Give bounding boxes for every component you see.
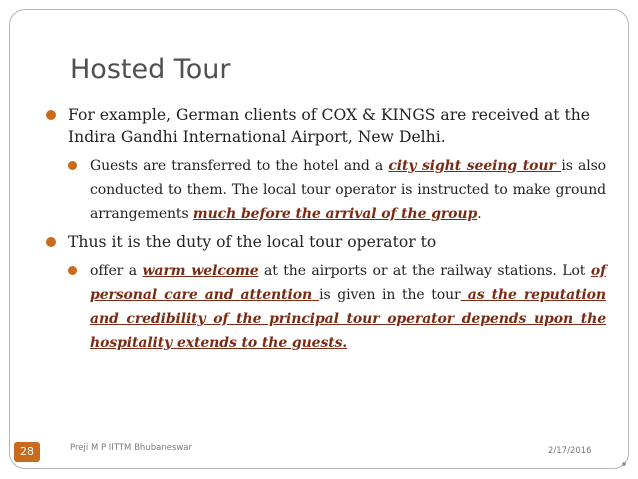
bullet-1-sub-text <box>90 158 606 222</box>
bullet-2-sub-text <box>90 263 606 351</box>
bullet-1 <box>44 104 606 148</box>
bullet-dot-icon <box>46 110 56 120</box>
bullet-2-sub-part3: is given in the tour <box>319 287 461 303</box>
emphasis-warm-welcome: warm welcome <box>142 263 259 279</box>
bullet-dot-icon <box>68 161 77 170</box>
emphasis-personal-care: of personal care and attention <box>90 263 606 303</box>
bullet-dot-icon <box>68 266 77 275</box>
slide-title: Hosted Tour <box>70 54 231 85</box>
slide-content <box>44 104 606 360</box>
bullet-2 <box>44 231 606 253</box>
emphasis-much-before-arrival: much before the arrival of the group <box>192 206 478 222</box>
bullet-1-sub <box>68 154 606 226</box>
footer-author: Preji M P IITTM Bhubaneswar <box>70 443 192 453</box>
emphasis-reputation: as the reputation and credibility of the principal tour operator depends upon the hospitality extends to the guests. <box>90 287 606 351</box>
corner-dot <box>622 462 626 466</box>
bullet-1-sub-part1: Guests are transferred to the hotel and a <box>90 158 389 174</box>
bullet-dot-icon <box>46 237 56 247</box>
bullet-2-sub-part1: offer a <box>90 263 143 279</box>
bullet-1-sub-part3: . <box>477 206 482 222</box>
bullet-2-text: Thus it is the duty of the local tour operator to <box>68 233 437 251</box>
footer-date: 2/17/2016 <box>548 446 592 456</box>
bullet-1-text: For example, German clients of COX & KINGS are received at the Indira Gandhi International Airport, New Delhi. <box>68 106 591 146</box>
bullet-2-sub-part2: at the airports or at the railway stations. Lot <box>258 263 591 279</box>
page-number-badge: 28 <box>14 442 40 462</box>
bullet-1-sub-part2: is also conducted to them. The local tour operator is instructed to make ground arrangements <box>90 158 606 222</box>
emphasis-city-sight-seeing-tour: city sight seeing tour <box>388 158 562 174</box>
bullet-2-sub <box>68 259 606 355</box>
